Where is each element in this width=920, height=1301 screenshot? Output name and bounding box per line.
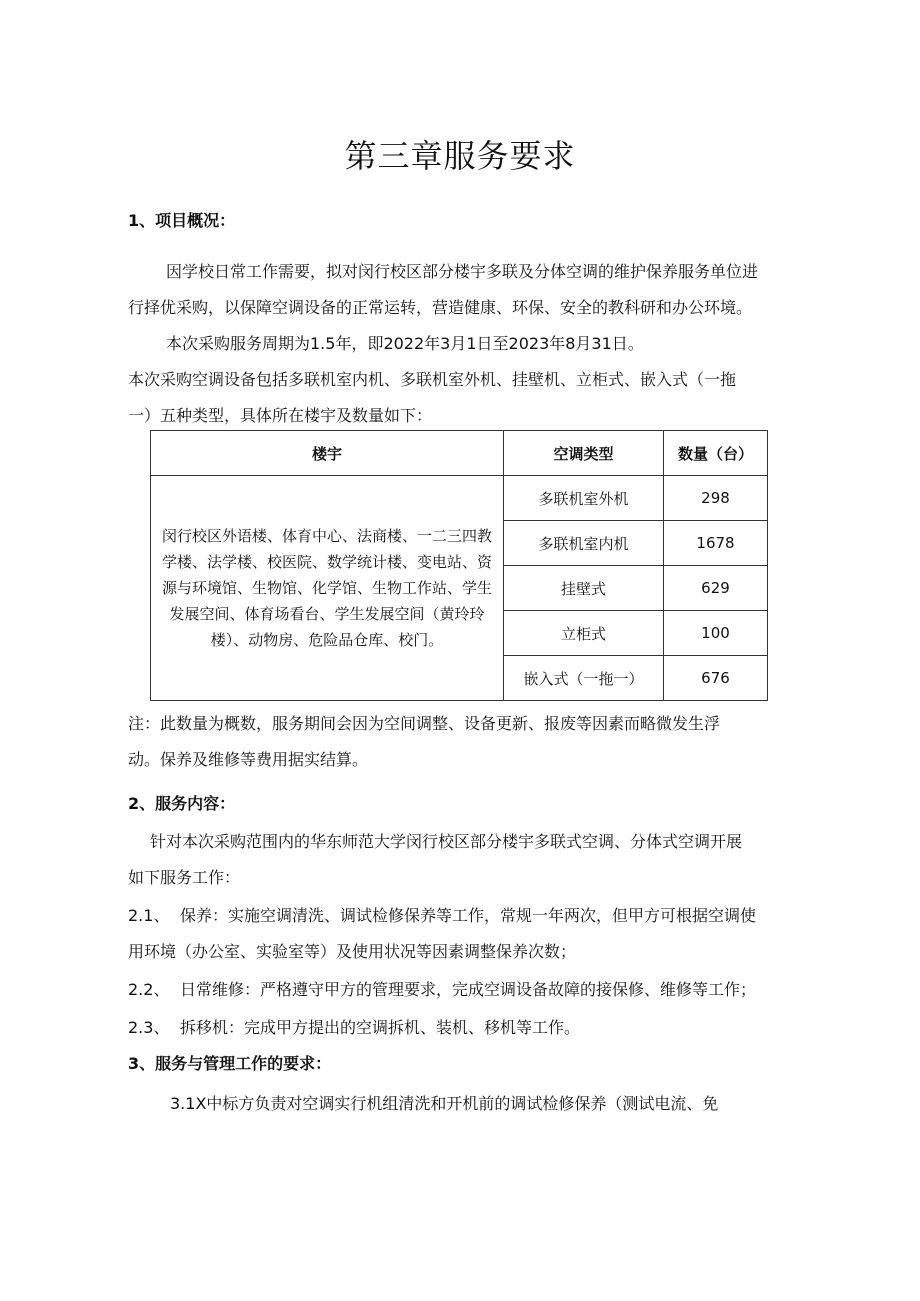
type-cell: 立柜式 <box>504 611 664 656</box>
header-building: 楼宇 <box>151 431 504 476</box>
section1-para3-line2: 一）五种类型，具体所在楼宇及数量如下： <box>128 406 433 425</box>
section2-intro-line1: 针对本次采购范围内的华东师范大学闵行校区部分楼宇多联式空调、分体式空调开展 <box>150 832 743 851</box>
item1-line2: 用环境（办公室、实验室等）及使用状况等因素调整保养次数； <box>128 942 577 961</box>
section1-para1-line2: 行择优采购，以保障空调设备的正常运转，营造健康、环保、安全的教科研和办公环境。 <box>128 298 753 317</box>
item2-text: 日常维修：严格遵守甲方的管理要求，完成空调设备故障的接保修、维修等工作； <box>180 980 757 999</box>
item3-text: 拆移机：完成甲方提出的空调拆机、装机、移机等工作。 <box>180 1018 581 1037</box>
item1-line1: 保养：实施空调清洗、调试检修保养等工作，常规一年两次，但甲方可根据空调使 <box>180 906 757 925</box>
header-type: 空调类型 <box>504 431 664 476</box>
table-row <box>151 476 768 521</box>
section3-line1: 3.1X中标方负责对空调实行机组清洗和开机前的调试检修保养（测试电流、免 <box>170 1094 719 1113</box>
type-cell: 挂壁式 <box>504 566 664 611</box>
item3-number: 2.3、 <box>128 1018 170 1037</box>
count-cell: 629 <box>664 566 768 611</box>
count-cell: 1678 <box>664 521 768 566</box>
header-count: 数量（台） <box>664 431 768 476</box>
note-line1: 注：此数量为概数，服务期间会因为空间调整、设备更新、报废等因素而略微发生浮 <box>128 714 721 733</box>
building-list-cell: 闵行校区外语楼、体育中心、法商楼、一二三四教学楼、法学楼、校医院、数学统计楼、变电站、资源与环境馆、生物馆、化学馆、生物工作站、学生发展空间、体育场看台、学生发展空间（黄玲玲楼）、动物房、危险品仓库、校门。 <box>151 476 504 701</box>
count-cell: 100 <box>664 611 768 656</box>
count-cell: 298 <box>664 476 768 521</box>
units-table <box>150 430 768 701</box>
table-header-row <box>151 431 768 476</box>
section3-heading: 3、服务与管理工作的要求： <box>128 1054 332 1073</box>
section2-intro-line2: 如下服务工作： <box>128 868 241 887</box>
section2-heading: 2、服务内容： <box>128 794 236 813</box>
type-cell: 嵌入式（一拖一） <box>504 656 664 701</box>
section1-para1-line1: 因学校日常工作需要，拟对闵行校区部分楼宇多联及分体空调的维护保养服务单位进 <box>166 262 759 281</box>
type-cell: 多联机室外机 <box>504 476 664 521</box>
item2-number: 2.2、 <box>128 980 170 999</box>
section1-heading: 1、项目概况： <box>128 211 236 230</box>
section1-para2: 本次采购服务周期为1.5年，即2022年3月1日至2023年8月31日。 <box>166 334 644 353</box>
note-line2: 动。保养及维修等费用据实结算。 <box>128 750 369 769</box>
page-title: 第三章服务要求 <box>344 137 576 175</box>
item1-number: 2.1、 <box>128 906 170 925</box>
count-cell: 676 <box>664 656 768 701</box>
type-cell: 多联机室内机 <box>504 521 664 566</box>
section1-para3-line1: 本次采购空调设备包括多联机室内机、多联机室外机、挂壁机、立柜式、嵌入式（一拖 <box>128 370 737 389</box>
